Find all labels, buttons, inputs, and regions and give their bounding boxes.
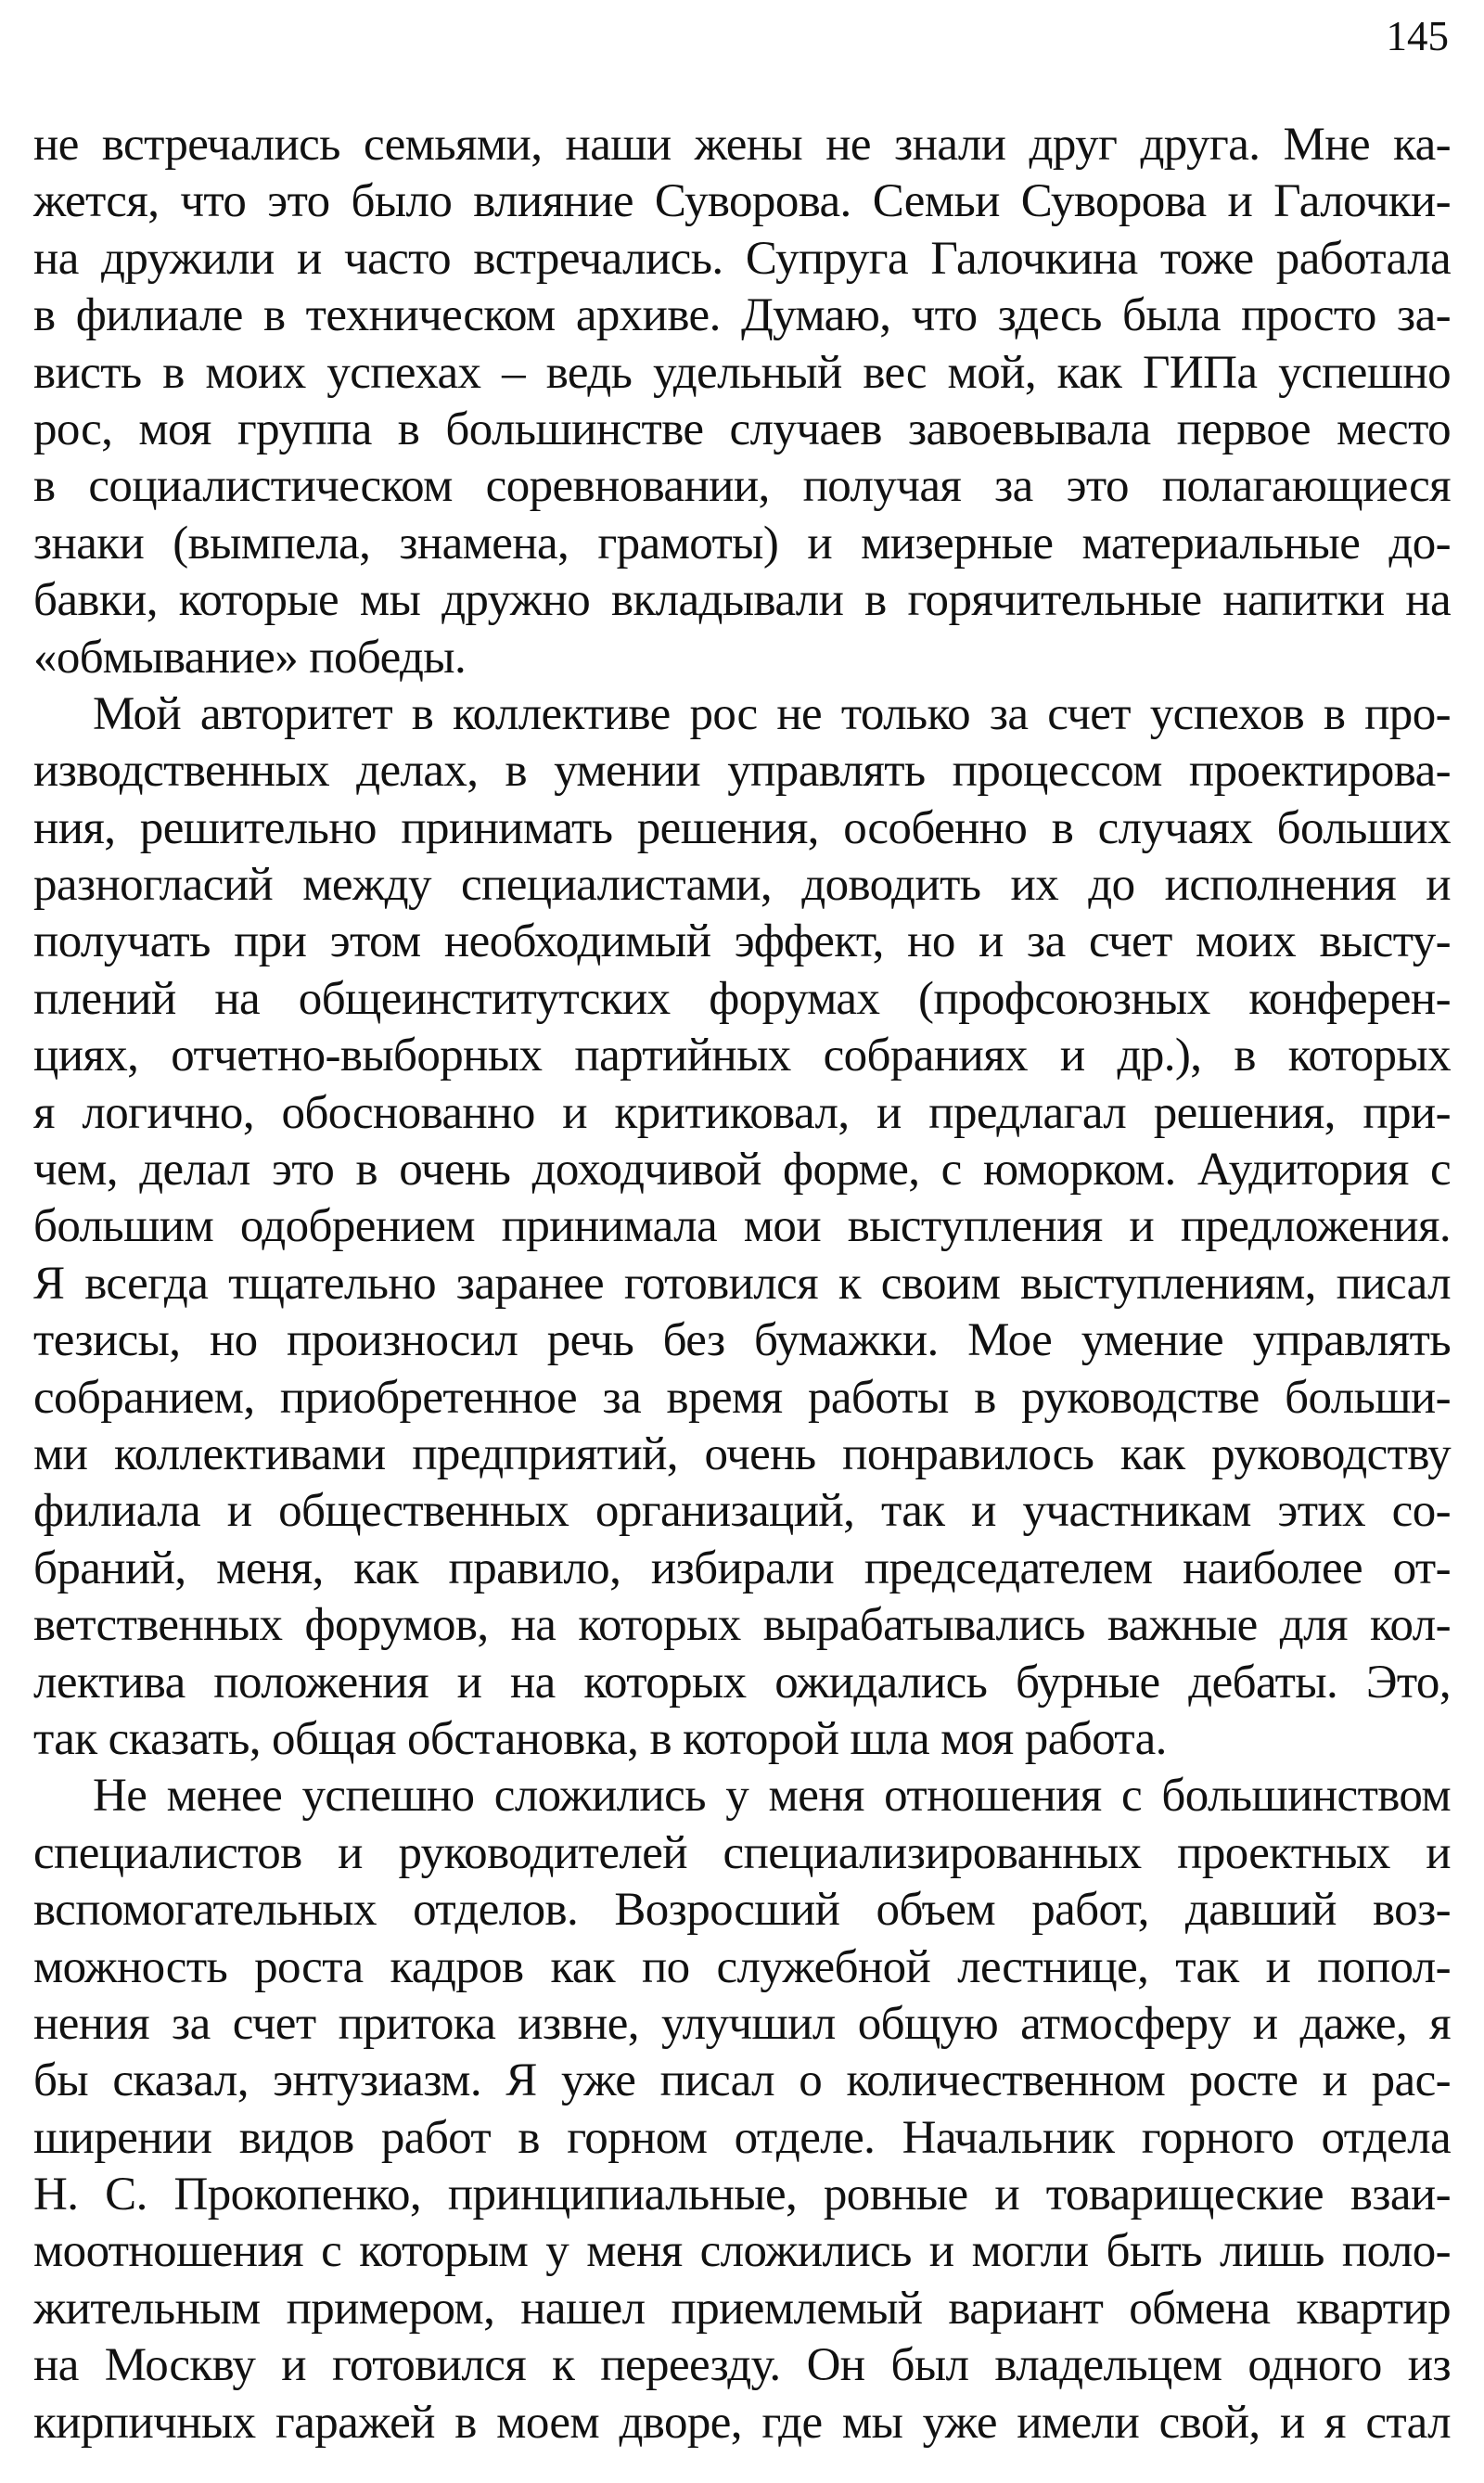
- text-line: Я всегда тщательно заранее готовился к своим выступлениям, писал: [33, 1257, 1451, 1310]
- text-line: получать при этом необходимый эффект, но и за счет моих высту-: [33, 915, 1451, 968]
- text-line: не встречались семьями, наши жены не знали друг друга. Мне ка-: [33, 119, 1451, 171]
- text-line: я логично, обоснованно и критиковал, и предлагал решения, при-: [33, 1086, 1451, 1139]
- text-line: собранием, приобретенное за время работы в руководстве больши-: [33, 1371, 1451, 1424]
- text-line: рос, моя группа в большинстве случаев завоевывала первое место: [33, 403, 1451, 455]
- text-line: знаки (вымпела, знамена, грамоты) и мизерные материальные до-: [33, 517, 1451, 570]
- text-line: филиала и общественных организаций, так и участникам этих со-: [33, 1485, 1451, 1538]
- body-text: [33, 117, 1451, 2451]
- text-line: нения за счет притока извне, улучшил общую атмосферу и даже, я: [33, 1997, 1451, 2050]
- text-line: можность роста кадров как по служебной лестнице, так и попол-: [33, 1940, 1451, 1993]
- text-line: большим одобрением принимала мои выступления и предложения.: [33, 1200, 1451, 1253]
- text-line: Мой авторитет в коллективе рос не только за счет успехов в про-: [93, 687, 1451, 740]
- text-line: ветственных форумов, на которых вырабатывались важные для кол-: [33, 1599, 1451, 1652]
- text-line: ми коллективами предприятий, очень понравилось как руководству: [33, 1427, 1451, 1480]
- text-line: кирпичных гаражей в моем дворе, где мы уже имели свой, и я стал: [33, 2396, 1451, 2449]
- text-line: циях, отчетно-выборных партийных собраниях и др.), в которых: [33, 1030, 1451, 1082]
- text-line: жительным примером, нашел приемлемый вариант обмена квартир: [33, 2282, 1451, 2335]
- text-line: висть в моих успехах – ведь удельный вес мой, как ГИПа успешно: [33, 346, 1451, 399]
- text-line: Не менее успешно сложились у меня отношения с большинством: [93, 1770, 1451, 1823]
- paragraph: [33, 117, 1451, 686]
- text-line: тезисы, но произносил речь без бумажки. Мое умение управлять: [33, 1314, 1451, 1367]
- text-line: на Москву и готовился к переезду. Он был владельцем одного из: [33, 2339, 1451, 2392]
- text-line: лектива положения и на которых ожидались бурные дебаты. Это,: [33, 1656, 1451, 1709]
- text-line: в филиале в техническом архиве. Думаю, что здесь была просто за-: [33, 289, 1451, 342]
- text-line: изводственных делах, в умении управлять процессом проектирова-: [33, 745, 1451, 798]
- text-line: ширении видов работ в горном отделе. Начальник горного отдела: [33, 2111, 1451, 2164]
- paragraph: [33, 1768, 1451, 2451]
- text-line: браний, меня, как правило, избирали председателем наиболее от-: [33, 1542, 1451, 1594]
- text-line: разногласий между специалистами, доводить их до исполнения и: [33, 859, 1451, 912]
- text-line: «обмывание» победы.: [33, 631, 467, 684]
- text-line: в социалистическом соревновании, получая за это полагающиеся: [33, 460, 1451, 513]
- text-line: так сказать, общая обстановка, в которой шла моя работа.: [33, 1712, 1167, 1765]
- text-line: на дружили и часто встречались. Супруга Галочкина тоже работала: [33, 232, 1451, 285]
- text-line: бавки, которые мы дружно вкладывали в горячительные напитки на: [33, 574, 1451, 627]
- page-number: 145: [1386, 13, 1449, 59]
- paragraph: [33, 686, 1451, 1768]
- text-line: специалистов и руководителей специализированных проектных и: [33, 1826, 1451, 1879]
- text-line: ния, решительно принимать решения, особенно в случаях больших: [33, 801, 1451, 854]
- text-line: Н. С. Прокопенко, принципиальные, ровные и товарищеские взаи-: [33, 2169, 1451, 2221]
- text-line: вспомогательных отделов. Возросший объем работ, давший воз-: [33, 1884, 1451, 1937]
- text-line: жется, что это было влияние Суворова. Семьи Суворова и Галочки-: [33, 175, 1451, 228]
- text-line: моотношения с которым у меня сложились и могли быть лишь поло-: [33, 2225, 1451, 2278]
- text-line: чем, делал это в очень доходчивой форме, с юморком. Аудитория с: [33, 1144, 1451, 1197]
- text-line: бы сказал, энтузиазм. Я уже писал о количественном росте и рас-: [33, 2054, 1451, 2107]
- text-line: плений на общеинститутских форумах (профсоюзных конферен-: [33, 972, 1451, 1025]
